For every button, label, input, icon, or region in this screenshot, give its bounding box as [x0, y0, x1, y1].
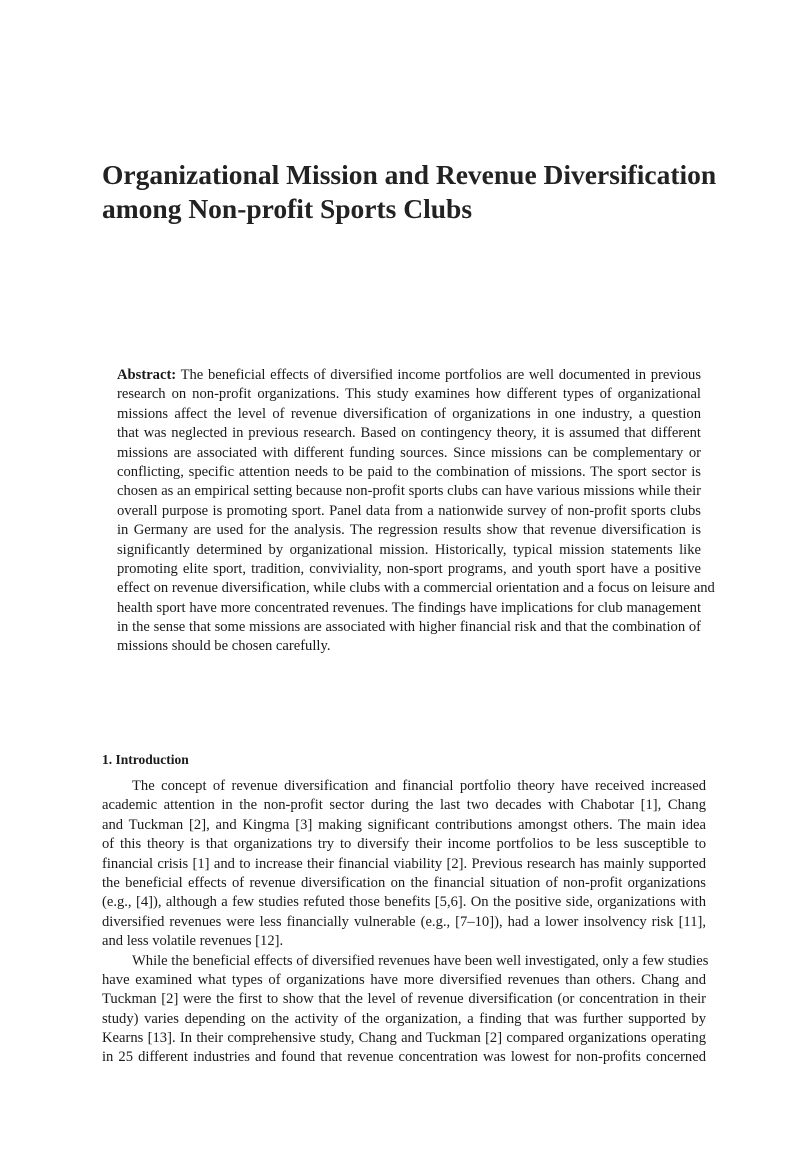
intro-line: study) varies depending on the activity of the organization, a finding that was further supported by — [102, 1010, 706, 1027]
intro-line: and less volatile revenues [12]. — [102, 933, 284, 950]
intro-line: academic attention in the non-profit sector during the last two decades with Chabotar [1], Chang — [102, 797, 706, 814]
abstract-line — [117, 366, 701, 385]
abstract-line: in Germany are used for the analysis. The regression results show that revenue diversification is — [117, 522, 701, 539]
abstract-line: promoting elite sport, tradition, conviviality, non-sport programs, and youth sport have a positive — [117, 560, 701, 577]
intro-line: of this theory is that organizations try to diversify their income portfolios to be less susceptible to — [102, 836, 706, 853]
intro-line: Tuckman [2] were the first to show that the level of revenue diversification (or concentration in their — [102, 991, 706, 1008]
abstract-line: that was neglected in previous research. Based on contingency theory, it is assumed that different — [117, 425, 701, 442]
intro-line: in 25 different industries and found that revenue concentration was lowest for non-profits concerned — [102, 1049, 706, 1066]
intro-line: have examined what types of organizations have more diversified revenues than others. Chang and — [102, 971, 706, 988]
intro-line: While the beneficial effects of diversified revenues have been well investigated, only a few studies — [132, 952, 709, 969]
abstract-line: missions should be chosen carefully. — [117, 638, 331, 655]
introduction-body — [102, 777, 709, 1068]
abstract — [117, 366, 715, 657]
intro-line: (e.g., [4]), although a few studies refuted those benefits [5,6]. On the positive side, organizations with — [102, 894, 706, 911]
abstract-line: missions affect the level of revenue diversification of organizations in one industry, a question — [117, 405, 701, 422]
title-line: Organizational Mission and Revenue Diversification — [102, 159, 717, 190]
intro-line: the beneficial effects of revenue diversification on the financial situation of non-profit organizations — [102, 874, 706, 891]
abstract-line: in the sense that some missions are associated with higher financial risk and that the combination of — [117, 619, 701, 636]
intro-line: financial crisis [1] and to increase their financial viability [2]. Previous research has mainly supported — [102, 855, 706, 872]
abstract-line: missions are associated with different funding sources. Since missions can be complementary or — [117, 444, 701, 461]
abstract-line: overall purpose is promoting sport. Panel data from a nationwide survey of non-profit sports clubs — [117, 502, 701, 519]
intro-line: Kearns [13]. In their comprehensive study, Chang and Tuckman [2] compared organizations operating — [102, 1030, 706, 1047]
abstract-line: significantly determined by organizational mission. Historically, typical mission statements like — [117, 541, 701, 558]
intro-line: The concept of revenue diversification and financial portfolio theory have received increased — [132, 778, 706, 794]
paper-title — [102, 158, 722, 226]
title-line: among Non-profit Sports Clubs — [102, 193, 473, 224]
abstract-line: health sport have more concentrated revenues. The findings have implications for club management — [117, 599, 701, 616]
abstract-line: research on non-profit organizations. This study examines how different types of organizational — [117, 386, 701, 403]
abstract-line: conflicting, specific attention needs to be paid to the combination of missions. The sport sector is — [117, 463, 701, 480]
abstract-line: effect on revenue diversification, while clubs with a commercial orientation and a focus on leisure and — [117, 580, 715, 597]
intro-line: diversified revenues were less financially vulnerable (e.g., [7–10]), had a lower insolvency risk [11], — [102, 913, 706, 930]
abstract-text: The beneficial effects of diversified income portfolios are well documented in previous — [176, 367, 701, 383]
abstract-label: Abstract: — [117, 367, 177, 383]
intro-line: and Tuckman [2], and Kingma [3] making significant contributions amongst others. The main idea — [102, 816, 706, 833]
section-heading: 1. Introduction — [102, 752, 189, 767]
abstract-line: chosen as an empirical setting because non-profit sports clubs can have various missions while their — [117, 483, 701, 500]
